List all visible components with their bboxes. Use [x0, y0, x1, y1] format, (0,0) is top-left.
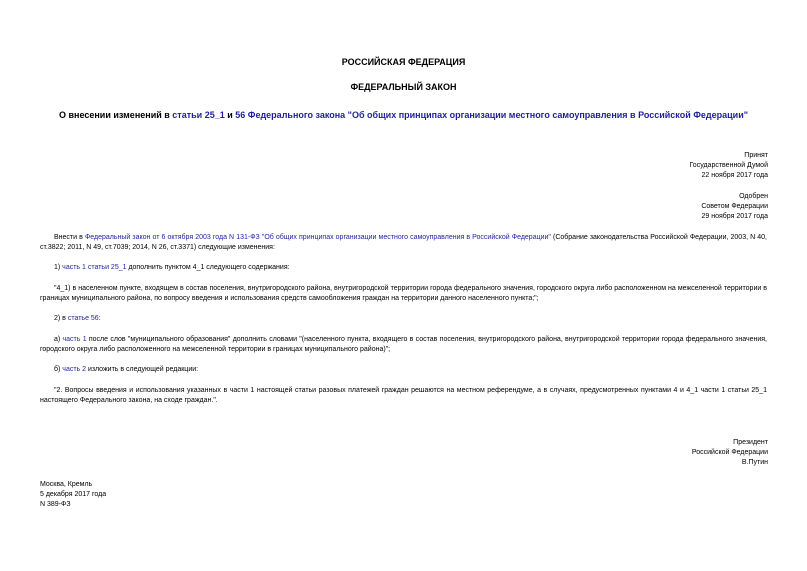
title-link-law[interactable]: Федерального закона "Об общих принципах организации местного самоуправления в Российской Федерации" — [245, 110, 748, 120]
item-2b — [40, 365, 767, 375]
country-heading: РОССИЙСКАЯ ФЕДЕРАЦИЯ — [341, 57, 466, 67]
intro-paragraph — [40, 233, 767, 253]
item-2 — [40, 314, 767, 324]
quote-1: "4_1) в населенном пункте, входящем в состав поселения, внутригородского района, внутригородской территории города федерального значения, городского округа либо расположенном на межселенной территории в границах муниципального района, по вопросу введения и использования средств самообложения граждан на территории данного населенного пункта;"; — [40, 285, 767, 302]
item-2-prefix: 2) в — [54, 315, 68, 322]
adopted-line: Принят — [744, 152, 768, 159]
signature-country: Российской Федерации — [691, 449, 768, 456]
approved-date: 29 ноября 2017 года — [701, 213, 768, 220]
item-2a-link[interactable]: часть 1 — [62, 336, 87, 343]
item-2b-prefix: б) — [54, 366, 63, 373]
approved-block — [701, 192, 768, 222]
item-1-link[interactable]: часть 1 статьи 25_1 — [62, 264, 127, 271]
item-1 — [40, 263, 767, 273]
intro-prefix: Внести в — [54, 234, 85, 241]
signature-block — [692, 438, 768, 468]
title-mid: и — [224, 110, 236, 120]
item-2a — [40, 335, 767, 355]
item-2b-suffix: изложить в следующей редакции: — [86, 366, 199, 373]
title-link-article-56[interactable]: 56 — [235, 110, 246, 120]
signature-name: В.Путин — [741, 459, 768, 466]
approved-line: Одобрен — [739, 193, 768, 200]
footer-number: N 389-ФЗ — [40, 501, 71, 508]
item-2a-suffix: после слов "муниципального образования" дополнить словами "(населенного пункта, входящего в состав поселения, внутригородского района, внутригородской территории города федерального значения, городского округа либо расположенного на межселенной территории в границах муниципального района)"; — [40, 336, 767, 353]
footer-block — [40, 480, 106, 510]
adopted-block — [689, 151, 768, 181]
doc-type-heading: ФЕДЕРАЛЬНЫЙ ЗАКОН — [350, 82, 457, 92]
item-2b-link[interactable]: часть 2 — [62, 366, 87, 373]
quote-2: "2. Вопросы введения и использования указанных в части 1 настоящей статьи разовых платежей граждан решаются на местном референдуме, а в случаях, предусмотренных пунктами 4 и 4_1 части 1 статьи 25_1 настоящего Федерального закона, на сходе граждан.". — [40, 387, 767, 404]
item-2-suffix: : — [98, 315, 101, 322]
approved-by: Советом Федерации — [701, 203, 768, 210]
signature-title: Президент — [733, 439, 768, 446]
intro-law-link[interactable]: Федеральный закон от 6 октября 2003 года N 131-ФЗ "Об общих принципах организации местного самоуправления в Российской Федерации" — [84, 234, 551, 241]
law-title — [40, 109, 767, 121]
item-1-prefix: 1) — [54, 264, 63, 271]
item-2-link[interactable]: статье 56 — [67, 315, 99, 322]
footer-date: 5 декабря 2017 года — [40, 491, 107, 498]
intro-suffix: (Собрание законодательства Российской Федерации, 2003, N 40, ст.3822; 2011, N 49, ст.7039; 2014, N 26, ст.3371) следующие изменения: — [40, 234, 767, 251]
item-1-suffix: дополнить пунктом 4_1 следующего содержания: — [126, 264, 290, 271]
footer-place: Москва, Кремль — [40, 481, 93, 488]
adopted-by: Государственной Думой — [689, 162, 768, 169]
adopted-date: 22 ноября 2017 года — [701, 172, 768, 179]
title-prefix: О внесении изменений в — [59, 110, 173, 120]
title-link-article-25-1[interactable]: статьи 25_1 — [172, 110, 225, 120]
item-2a-prefix: а) — [54, 336, 63, 343]
